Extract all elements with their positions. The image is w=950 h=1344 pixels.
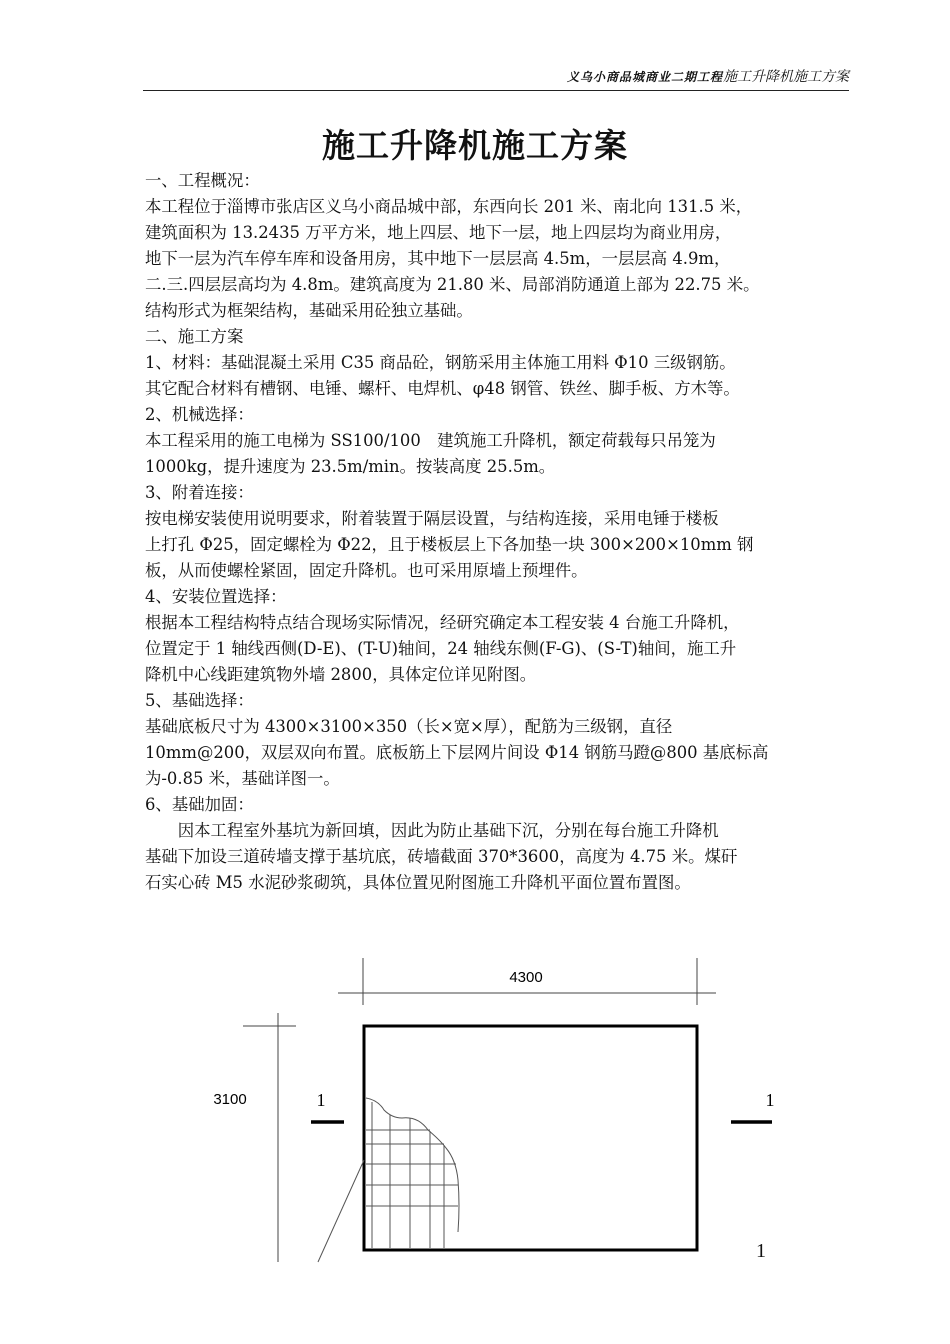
text-line: 基础下加设三道砖墙支撑于基坑底，砖墙截面 370*3600，高度为 4.75 米。煤矸 (145, 847, 738, 866)
text-line: 10mm@200，双层双向布置。底板筋上下层网片间设 Φ14 钢筋马蹬@800 基底标高 (145, 743, 769, 762)
text-line: 结构形式为框架结构，基础采用砼独立基础。 (145, 301, 473, 320)
text-line: 地下一层为汽车停车库和设备用房，其中地下一层层高 4.5m，一层层高 4.9m， (145, 249, 731, 268)
foundation-plan-drawing (0, 950, 950, 1344)
text-line: 其它配合材料有槽钢、电锤、螺杆、电焊机、φ48 钢管、铁丝、脚手板、方木等。 (145, 379, 740, 398)
subsection-heading: 4、安装位置选择： (145, 587, 287, 606)
header-project: 义乌小商品城商业二期工程 (566, 70, 723, 84)
subsection-heading: 5、基础选择： (145, 691, 254, 710)
header-doc-title: 施工升降机施工方案 (723, 69, 849, 85)
text-line: 因本工程室外基坑为新回填，因此为防止基础下沉，分别在每台施工升降机 (145, 821, 719, 840)
text-line: 根据本工程结构特点结合现场实际情况，经研究确定本工程安装 4 台施工升降机， (145, 613, 740, 632)
section-heading: 一、工程概况： (145, 171, 260, 190)
text-line: 基础底板尺寸为 4300×3100×350（长×宽×厚），配筋为三级钢，直径 (145, 717, 673, 736)
height-label: 3100 (213, 1091, 247, 1108)
running-header (143, 66, 849, 91)
text-line: 位置定于 1 轴线西侧(D-E)、(T-U)轴间，24 轴线东侧(F-G)、(S-T)轴间，施工升 (145, 639, 737, 658)
text-line: 板，从而使螺栓紧固，固定升降机。也可采用原墙上预埋件。 (145, 561, 588, 580)
page-number: 1 (756, 1240, 766, 1262)
section-label-left: 1 (316, 1090, 326, 1110)
text-line: 本工程位于淄博市张店区义乌小商品城中部，东西向长 201 米、南北向 131.5 米， (145, 197, 753, 216)
subsection-heading: 3、附着连接： (145, 483, 254, 502)
text-line: 为-0.85 米，基础详图一。 (145, 769, 340, 788)
document-title: 施工升降机施工方案 (322, 126, 628, 165)
subsection-heading: 6、基础加固： (145, 795, 254, 814)
section-heading: 二、施工方案 (145, 327, 244, 346)
body-text (145, 168, 857, 896)
foundation-outline (364, 1026, 697, 1250)
text-line: 降机中心线距建筑物外墙 2800，具体定位详见附图。 (145, 665, 537, 684)
text-line: 按电梯安装使用说明要求，附着装置于隔层设置，与结构连接，采用电锤于楼板 (145, 509, 719, 528)
height-dimension (213, 1013, 296, 1262)
text-line: 二.三.四层层高均为 4.8m。建筑高度为 21.80 米、局部消防通道上部为 22.75 米。 (145, 275, 760, 294)
text-line: 1000kg，提升速度为 23.5m/min。按装高度 25.5m。 (145, 457, 556, 476)
width-dimension (338, 958, 716, 1005)
text-line: 石实心砖 M5 水泥砂浆砌筑，具体位置见附图施工升降机平面位置布置图。 (145, 873, 691, 892)
text-line: 1、材料：基础混凝土采用 C35 商品砼，钢筋采用主体施工用料 Φ10 三级钢筋。 (145, 353, 736, 372)
width-label: 4300 (509, 969, 543, 986)
text-line: 上打孔 Φ25，固定螺栓为 Φ22，且于楼板层上下各加垫一块 300×200×10mm 钢 (145, 535, 754, 554)
section-label-right: 1 (765, 1090, 775, 1110)
text-line: 本工程采用的施工电梯为 SS100/100 建筑施工升降机，额定荷载每只吊笼为 (145, 431, 716, 450)
subsection-heading: 2、机械选择： (145, 405, 254, 424)
text-line: 建筑面积为 13.2435 万平方米，地上四层、地下一层，地上四层均为商业用房， (145, 223, 732, 242)
